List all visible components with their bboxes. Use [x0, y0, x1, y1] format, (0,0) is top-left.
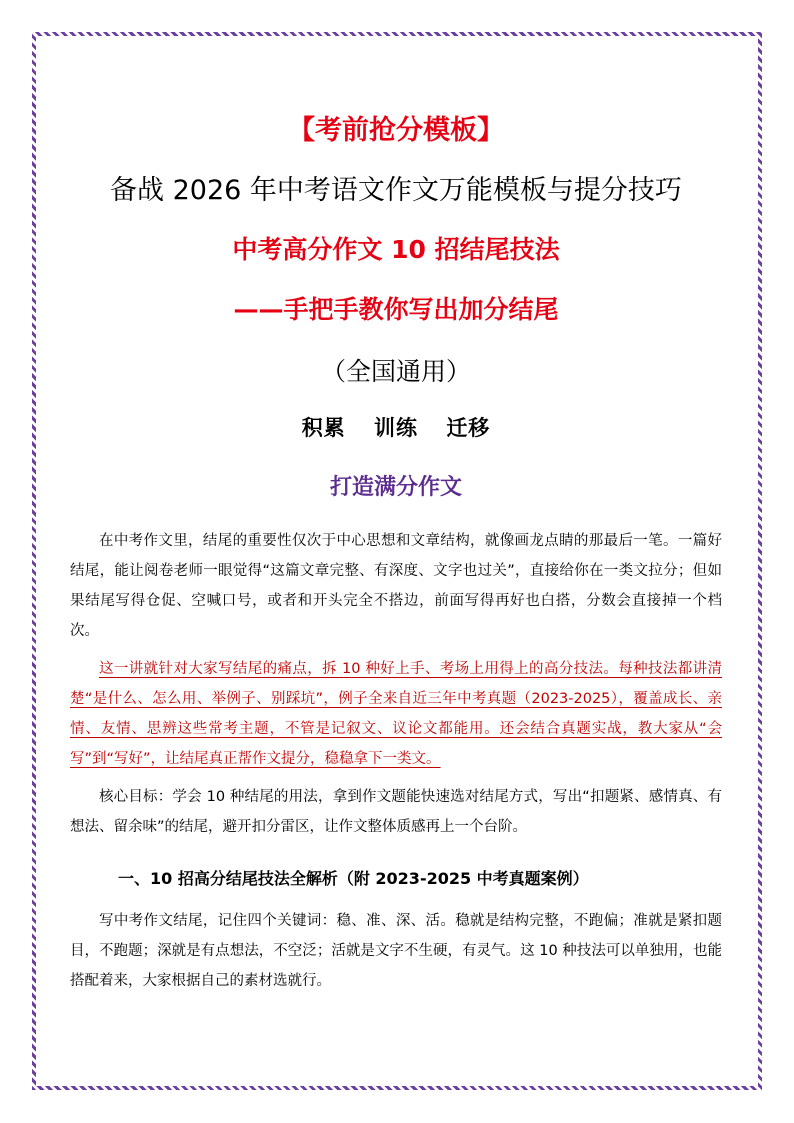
keywords-row: [70, 408, 722, 448]
highlighted-paragraph: 这一讲就针对大家写结尾的痛点，拆 10 种好上手、考场上用得上的高分技法。每种技法都讲清楚“是什么、怎么用、举例子、别踩坑”，例子全来自近三年中考真题（2023-2025），覆盖成长、亲情、友情、思辨这些常考主题，不管是记叙文、议论文都能用。还会结合真题实战，教大家从“会写”到“写好”，让结尾真正帮作文提分，稳稳拿下一类文。: [70, 661, 722, 767]
core-goal-paragraph: 核心目标：学会 10 种结尾的用法，拿到作文题能快速选对结尾方式，写出“扣题紧、感情真、有想法、留余味”的结尾，避开扣分雷区，让作文整体质感再上一个台阶。: [70, 789, 722, 835]
intro-paragraph: 在中考作文里，结尾的重要性仅次于中心思想和文章结构，就像画龙点睛的那最后一笔。一篇好结尾，能让阅卷老师一眼觉得“这篇文章完整、有深度、文字也过关”，直接给你在一类文拉分；但如果结尾写得仓促、空喊口号，或者和开头完全不搭边，前面写得再好也白搭，分数会直接掉一个档次。: [70, 533, 722, 639]
purple-title: 打造满分作文: [329, 475, 462, 500]
keyword-transfer: 迁移: [446, 416, 491, 440]
main-title: 备战 2026 年中考语文作文万能模板与提分技巧: [110, 175, 682, 206]
keyword-train: 训练: [374, 416, 418, 440]
sub-title-1: 中考高分作文 10 招结尾技法: [232, 235, 560, 264]
scope-label: （全国通用）: [320, 357, 471, 386]
sub-title-2: ——手把手教你写出加分结尾: [233, 295, 559, 324]
section-heading-1: 一、10 招高分结尾技法全解析（附 2023-2025 中考真题案例）: [118, 869, 589, 888]
section-1-paragraph: 写中考作文结尾，记住四个关键词：稳、准、深、活。稳就是结构完整，不跑偏；准就是紧扣题目，不跑题；深就是有点想法，不空泛；活就是文字不生硬，有灵气。这 10 种技法可以单独用，也能搭配着来，大家根据自己的素材选就行。: [70, 913, 722, 989]
page-content: [70, 100, 722, 996]
keyword-accumulate: 积累: [301, 416, 346, 440]
bracket-title: 【考前抢分模板】: [288, 115, 504, 146]
